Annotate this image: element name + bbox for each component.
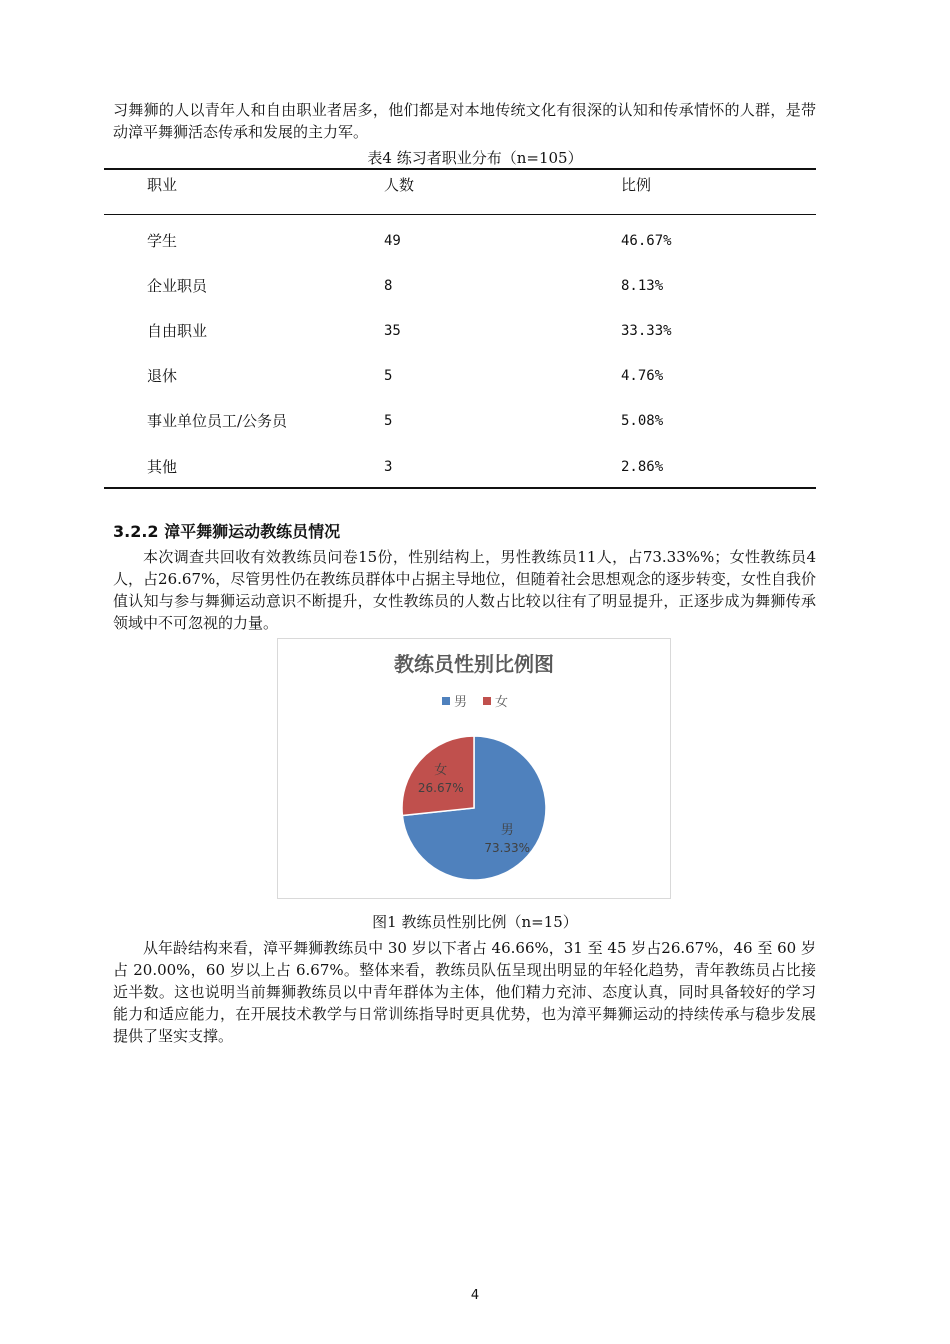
table-cell-ratio: 2.86% — [621, 459, 664, 475]
legend-label-0: 男 — [454, 695, 468, 710]
table-header-occupation: 职业 — [147, 176, 178, 194]
pie-label-category-1: 女 — [434, 763, 448, 779]
section-heading: 3.2.2 漳平舞狮运动教练员情况 — [113, 522, 341, 541]
table-top-rule — [104, 168, 816, 170]
legend-label-1: 女 — [495, 695, 509, 710]
table-cell-occupation: 企业职员 — [147, 277, 208, 295]
table-cell-count: 8 — [384, 278, 393, 294]
table-cell-occupation: 自由职业 — [147, 322, 208, 340]
table-cell-count: 3 — [384, 459, 393, 475]
table-cell-count: 35 — [384, 323, 401, 339]
pie-label-category-0: 男 — [500, 822, 514, 838]
age-paragraph: 从年龄结构来看，漳平舞狮教练员中 30 岁以下者占 46.66%，31 至 45 岁占26.67%，46 至 60 岁占 20.00%，60 岁以上占 6.67%。整体来看，教练员队伍呈现出明显的年轻化趋势，青年教练员占比接近半数。这也说明当前舞狮教练员以中青年群体为主体，他们精力充沛、态度认真，同时具备较好的学习能力和适应能力，在开展技术教学与日常训练指导时更具优势，也为漳平舞狮运动的持续传承与稳步发展提供了坚实支撑。 — [113, 939, 816, 1045]
table-cell-count: 5 — [384, 368, 393, 384]
table-cell-ratio: 8.13% — [621, 278, 664, 294]
pie-label-value-1: 26.67% — [417, 781, 464, 796]
table-cell-occupation: 退休 — [147, 367, 178, 385]
intro-paragraph: 习舞狮的人以青年人和自由职业者居多，他们都是对本地传统文化有很深的认知和传承情怀的人群，是带动漳平舞狮活态传承和发展的主力军。 — [113, 101, 816, 141]
table-cell-ratio: 46.67% — [621, 233, 672, 249]
table-cell-ratio: 33.33% — [621, 323, 672, 339]
table-cell-count: 5 — [384, 413, 393, 429]
table-caption: 表4 练习者职业分布（n=105） — [367, 149, 583, 167]
table-cell-ratio: 5.08% — [621, 413, 664, 429]
table-cell-occupation: 事业单位员工/公务员 — [147, 412, 288, 430]
table-cell-occupation: 学生 — [147, 232, 178, 250]
chart-legend — [442, 695, 508, 710]
table-header-rule — [104, 214, 816, 215]
table-cell-ratio: 4.76% — [621, 368, 664, 384]
legend-swatch-1 — [483, 697, 491, 705]
table-header-ratio: 比例 — [621, 176, 652, 194]
table-bottom-rule — [104, 487, 816, 489]
chart-title: 教练员性别比例图 — [394, 652, 554, 676]
page-number: 4 — [470, 1288, 480, 1303]
legend-swatch-0 — [442, 697, 450, 705]
section-paragraph: 本次调查共回收有效教练员问卷15份，性别结构上，男性教练员11人，占73.33%%；女性教练员4人，占26.67%，尽管男性仍在教练员群体中占据主导地位，但随着社会思想观念的逐步转变，女性自我价值认知与参与舞狮运动意识不断提升，女性教练员的人数占比较以往有了明显提升，正逐步成为舞狮传承领域中不可忽视的力量。 — [113, 548, 816, 632]
pie-label-value-0: 73.33% — [484, 840, 531, 855]
table-header-count: 人数 — [384, 176, 415, 194]
pie-chart — [277, 638, 671, 899]
table-cell-count: 49 — [384, 233, 401, 249]
pie-slices — [402, 736, 546, 880]
pie-chart-svg — [278, 639, 670, 898]
figure-caption: 图1 教练员性别比例（n=15） — [372, 913, 578, 931]
table-cell-occupation: 其他 — [147, 458, 178, 476]
